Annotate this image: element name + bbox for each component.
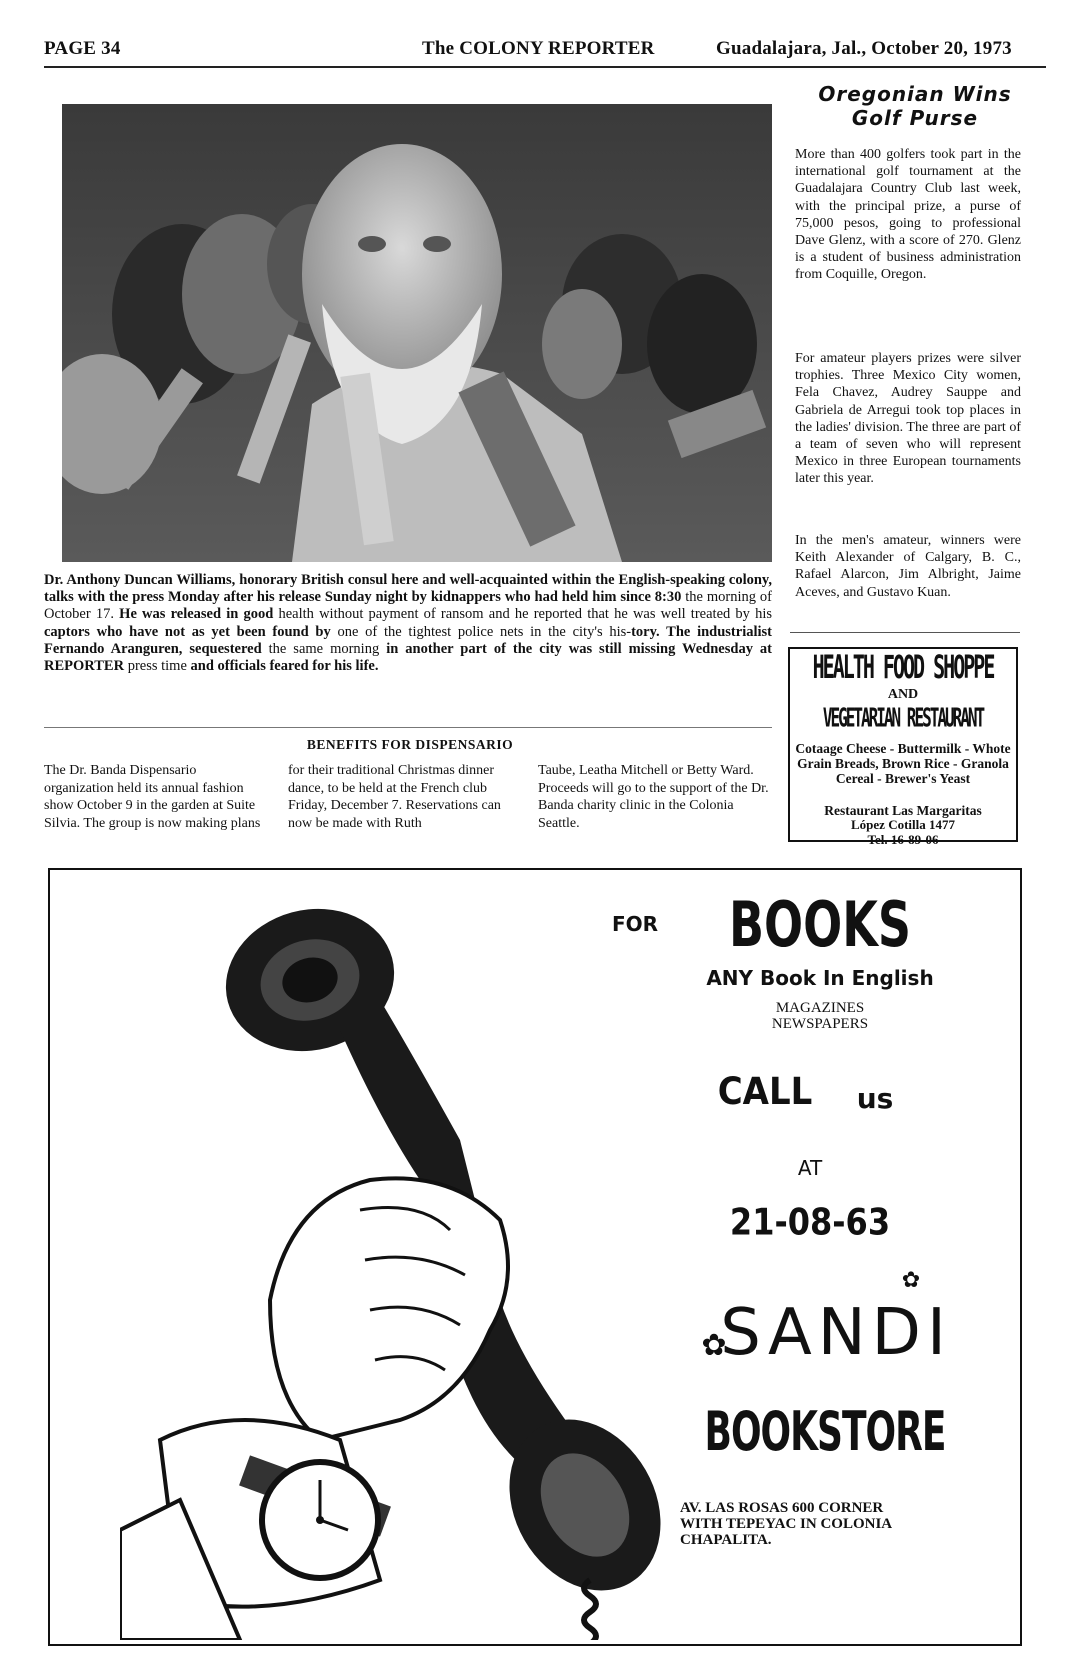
golf-headline-line-1: Oregonian Wins [818,82,1012,106]
ad-phone: 21-08-63 [729,1200,891,1244]
ad-address-line-3: CHAPALITA. [680,1532,772,1548]
ad-newspapers: NEWSPAPERS [771,1016,869,1032]
page-number: PAGE 34 [44,38,121,59]
ad-publications [670,1000,970,1032]
caption-part: health without payment of ransom and he reported that he was well treated by his [273,606,773,623]
health-ad-title: HEALTH FOOD SHOPPE [812,647,994,687]
caption-part: and officials feared for his life. [190,658,379,675]
caption-part: the same morning [261,640,387,657]
golf-paragraph-3: In the men's amateur, winners were Keith Alexander of Calgary, B. C., Rafael Alarcon, Jim Albright, Jaime Aceves, and Gustavo Kuan. [795,533,1021,600]
caption-part: captors who have not as yet been found by [44,623,331,640]
ad-call: CALL [717,1070,813,1114]
photo-caption [44,572,772,675]
ad-address-line-1: AV. LAS ROSAS 600 CORNER [680,1500,884,1516]
health-ad-phone: Tel. 16-89-06 [867,832,939,847]
caption-part: tory. The industrialist Fernando Aranguren, sequestered [44,623,773,657]
health-food-ad [788,647,1018,847]
health-ad-address [794,817,1012,847]
benefits-headline: BENEFITS FOR DISPENSARIO [306,737,514,752]
golf-headline [800,82,1030,130]
golf-rule [790,632,1020,633]
ad-us: us [856,1082,894,1115]
health-ad-restaurant: VEGETARIAN RESTAURANT [822,702,984,733]
ad-any-book: ANY Book In English [706,966,934,990]
caption-part: press time [124,658,191,675]
caption-rule [44,727,772,728]
caption-part: the morning of October 17. [44,589,772,623]
ad-bookstore: BOOKSTORE [704,1402,946,1464]
caption-part: one of the tightest police nets in the city's his- [330,623,632,640]
paper-name: The COLONY REPORTER [422,38,655,59]
dateline: Guadalajara, Jal., October 20, 1973 [716,38,1012,59]
benefits-column-1: The Dr. Banda Dispensario organization held its annual fashion show October 9 in the garden at Suite Silvia. The group is now making plans [44,763,261,831]
sandi-bookstore-ad [48,868,1022,1646]
ad-for-label: FOR [611,912,659,936]
benefits-column-3: Taube, Leatha Mitchell or Betty Ward. Proceeds will go to the support of the Dr. Banda charity clinic in the Colonia Seattle. [538,763,769,831]
ad-brand-sandi: SANDI [720,1296,952,1370]
header-rule [44,66,1046,68]
caption-part: He was released in good [119,606,274,623]
benefits-column-2: for their traditional Christmas dinner dance, to be held at the French club Friday, December 7. Reservations can now be made with Ruth [288,763,501,831]
ad-at: AT [797,1156,823,1180]
ad-books-title: BOOKS [728,888,912,961]
health-ad-items: Cotaage Cheese - Buttermilk - Whote Grain Breads, Brown Rice - Granola Cereal - Brewer's Yeast [795,741,1011,786]
health-ad-street: López Cotilla 1477 [851,817,955,832]
telephone-hand-illustration [120,880,680,1640]
golf-paragraph-1: More than 400 golfers took part in the international golf tournament at the Guadalajara Country Club last week, with the principal prize, a purse of 75,000 pesos, going to professional Dave Glenz, with a score of 270. Glenz is a student of business administration from Coquille, Oregon. [795,147,1021,283]
flower-icon: ✿ [901,1268,921,1293]
news-photo-williams [62,104,772,562]
ad-address [680,1500,990,1548]
ad-address-line-2: WITH TEPEYAC IN COLONIA [680,1516,893,1532]
golf-paragraph-2: For amateur players prizes were silver trophies. Three Mexico City women, Fela Chavez, Audrey Sauppe and Gabriela de Arregui took top places in the ladies' division. The three are part of a team of seven who will represent Mexico in three European tournaments later this year. [795,351,1021,487]
golf-headline-line-2: Golf Purse [851,106,979,130]
caption-part: Dr. Anthony Duncan Williams, honorary British consul here and well-acquainted within the English-speaking colony, talks with the press Monday after his release Sunday night by kidnappers who had held him since 8:30 [44,572,772,606]
health-ad-and: AND [887,687,919,702]
caption-part: in another part of the city was still missing Wednesday at REPORTER [44,640,772,675]
ad-magazines: MAGAZINES [775,1000,865,1016]
photo-illustration [62,104,772,562]
health-ad-location: Restaurant Las Margaritas [824,803,982,818]
flower-icon: ✿ [701,1328,727,1363]
